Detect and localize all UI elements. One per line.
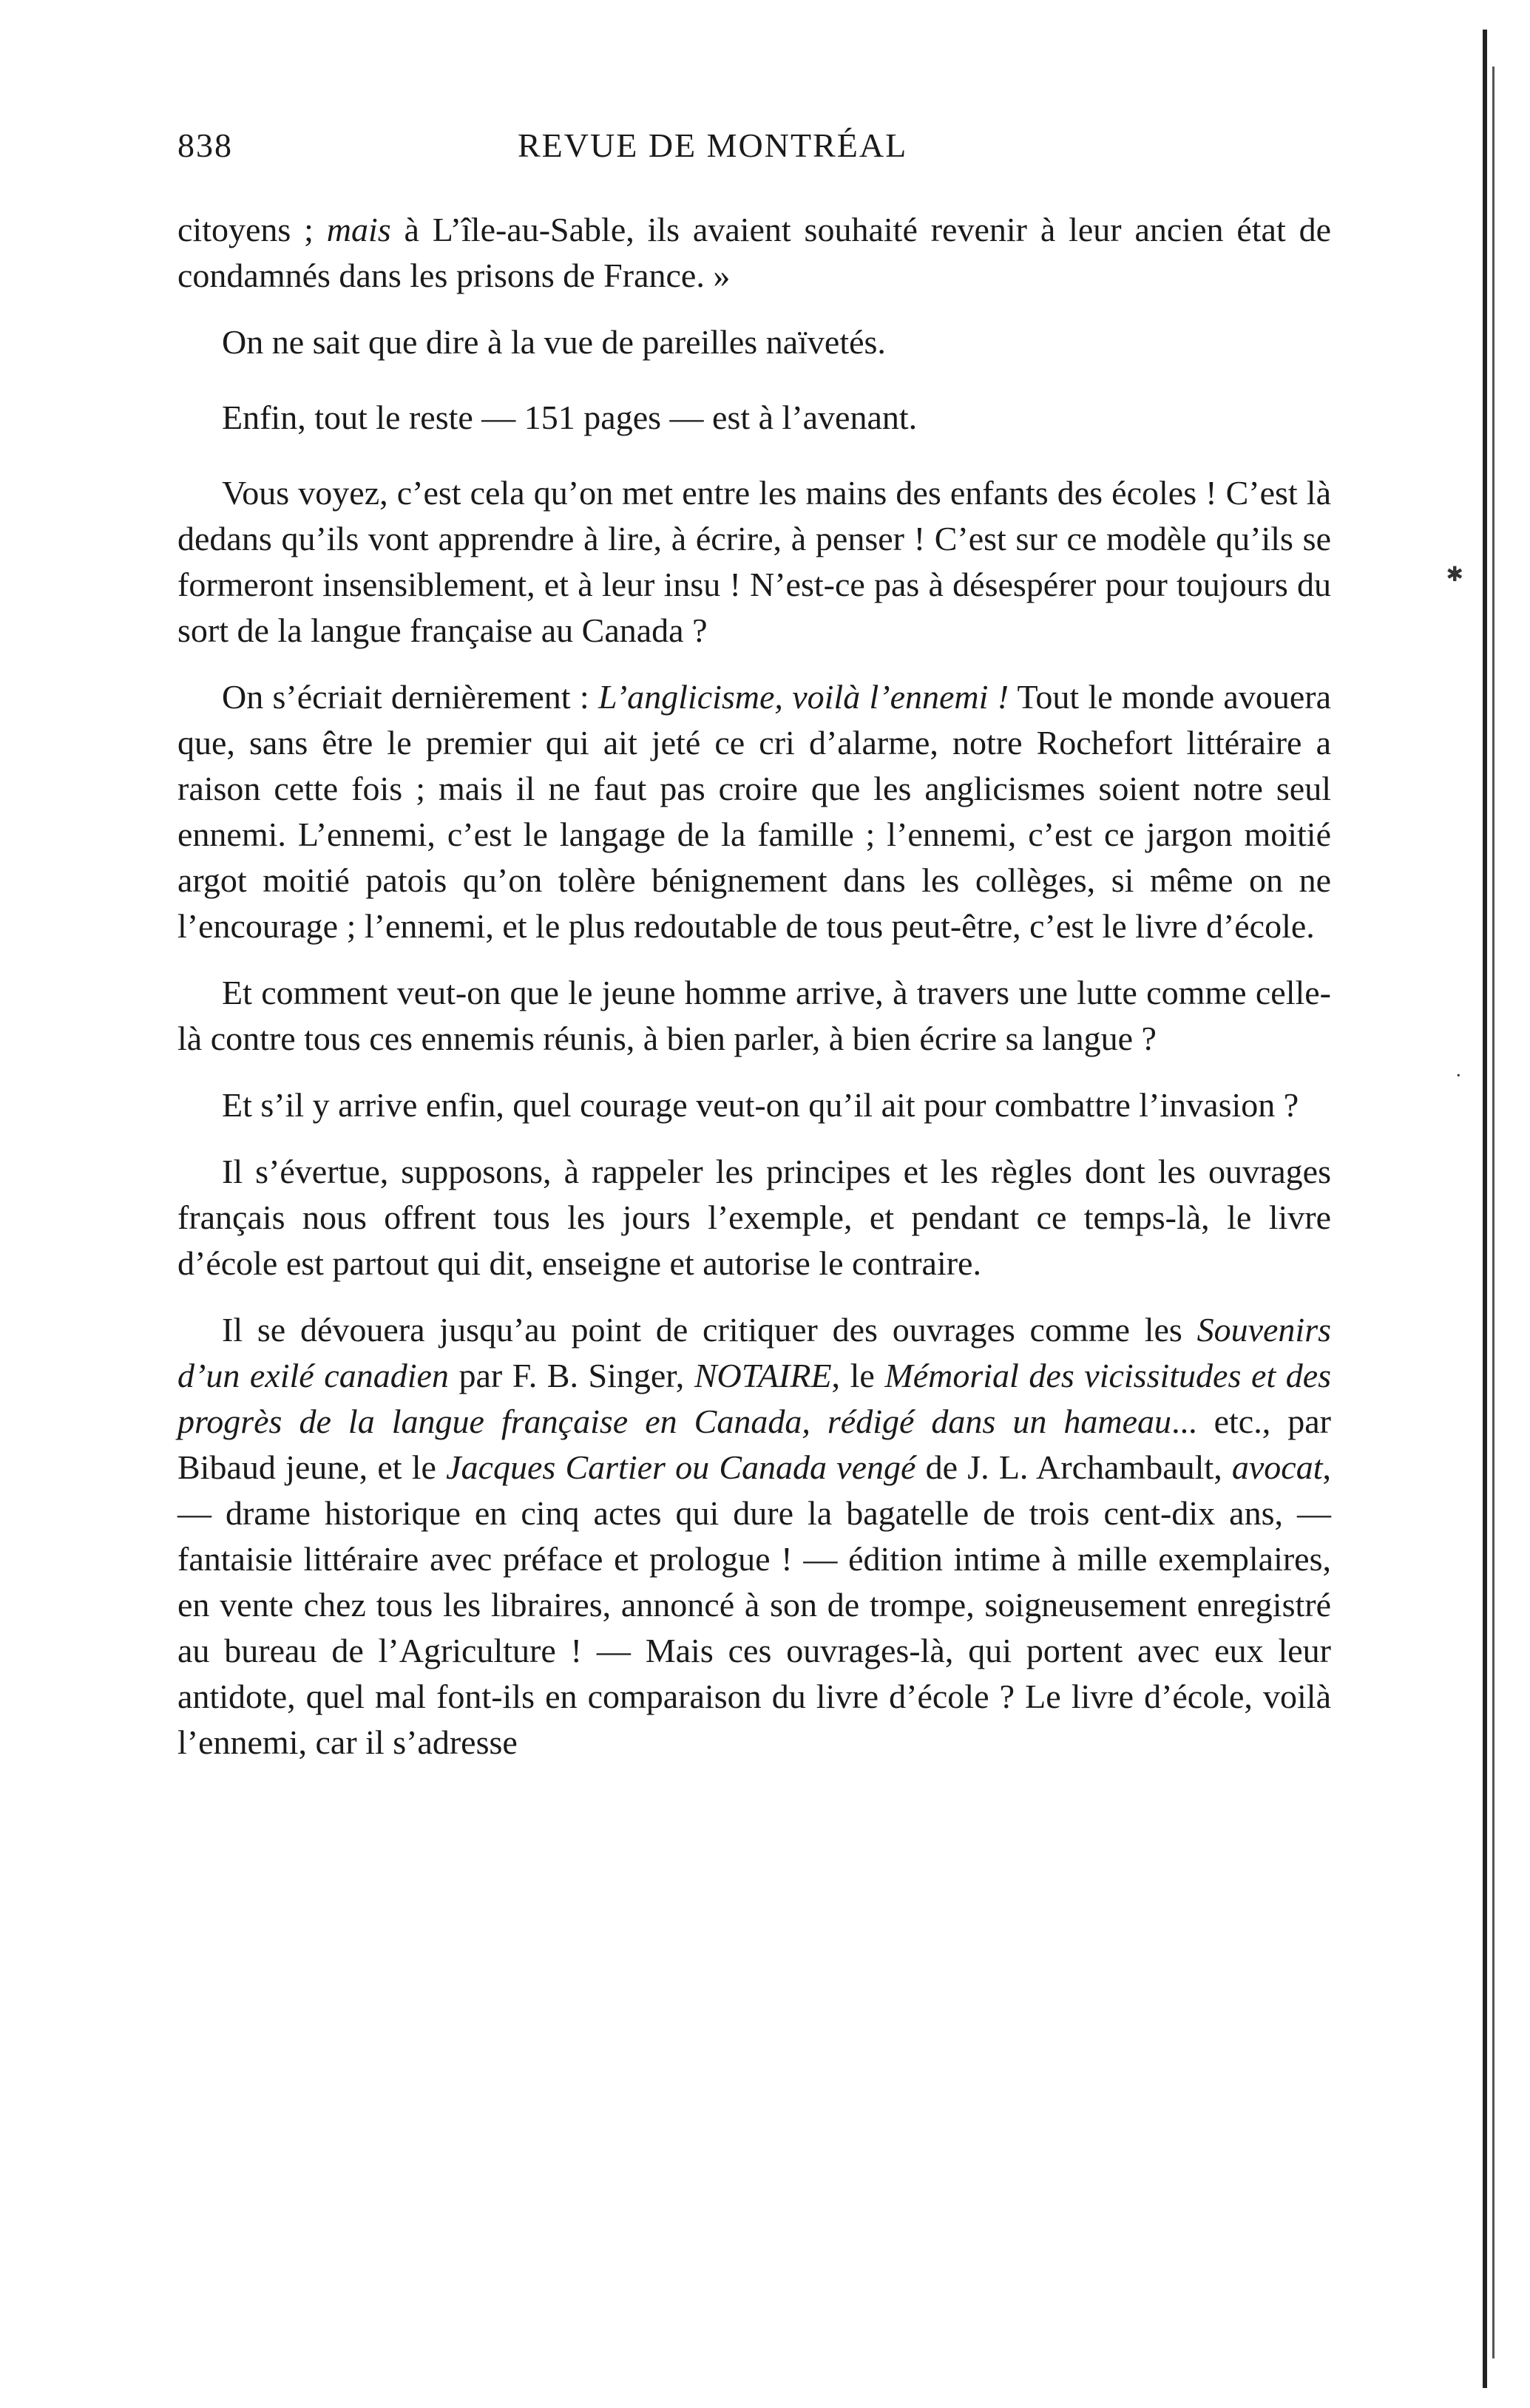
- italic-text: NOTAIRE: [694, 1357, 832, 1394]
- paragraph: [177, 1082, 1331, 1128]
- text-run: , — drame historique en cinq actes qui dure la bagatelle de trois cent-dix ans, — fantaisie littéraire avec préface et prologue ! — édition intime à mille exemplaires, en vente chez tous les libraires, annoncé à son de trompe, soigneusement enregistré au bureau de l’Agriculture ! — Mais ces ouvrages-là, qui portent avec eux leur antidote, quel mal font-ils en comparaison du livre d’école ? Le livre d’école, voilà l’ennemi, car il s’adresse: [177, 1448, 1332, 1761]
- paragraph: [177, 1149, 1331, 1286]
- running-title: REVUE DE MONTRÉAL: [518, 126, 908, 164]
- text-run: de J. L. Archambault,: [915, 1448, 1232, 1486]
- paragraph: [177, 470, 1331, 654]
- italic-text: mais: [326, 211, 391, 248]
- text-run: On ne sait que dire à la vue de pareilles naïvetés.: [222, 323, 886, 361]
- text-run: , le: [831, 1357, 885, 1394]
- text-run: citoyens ;: [177, 211, 327, 248]
- italic-text: L’anglicisme, voilà l’ennemi !: [598, 678, 1009, 716]
- text-run: ... etc., par Bibaud jeune, et le: [177, 1403, 1331, 1486]
- italic-text: Jacques Cartier ou Canada vengé: [446, 1448, 916, 1486]
- text-run: On s’écriait dernièrement :: [222, 678, 598, 716]
- text-run: Il s’évertue, supposons, à rappeler les principes et les règles dont les ouvrages français nous offrent tous les jours l’exemple, et pendant ce temps-là, le livre d’école est partout qui dit, enseigne et autorise le contraire.: [177, 1153, 1331, 1282]
- text-run: Tout le monde avouera que, sans être le premier qui ait jeté ce cri d’alarme, notre Rochefort littéraire a raison cette fois ; mais il ne faut pas croire que les anglicismes soient notre seul ennemi. L’ennemi, c’est le langage de la famille ; l’ennemi, c’est ce jargon moitié argot moitié patois qu’on tolère bénignement dans les collèges, si même on ne l’encourage ; l’ennemi, et le plus redoutable de tous peut-être, c’est le livre d’école.: [177, 678, 1331, 945]
- margin-mark: ·: [1455, 1065, 1462, 1088]
- paragraph: [177, 207, 1331, 299]
- paragraph: [177, 395, 1331, 441]
- body-text: [177, 207, 1331, 1786]
- text-run: Enfin, tout le reste — 151 pages — est à l’avenant.: [222, 398, 918, 436]
- paragraph: [177, 970, 1331, 1062]
- text-run: Et s’il y arrive enfin, quel courage veut-on qu’il ait pour combattre l’invasion ?: [222, 1086, 1299, 1124]
- text-run: Il se dévouera jusqu’au point de critiquer des ouvrages comme les: [222, 1311, 1197, 1349]
- page-number: 838: [177, 126, 233, 164]
- margin-mark: ✱: [1446, 563, 1463, 586]
- italic-text: avocat: [1231, 1448, 1323, 1486]
- italic-text: Souvenirs d’un exilé canadien: [177, 1311, 1331, 1394]
- paragraph: [177, 674, 1331, 949]
- paragraph: [177, 319, 1331, 365]
- binding-edge-inner: [1492, 67, 1495, 2358]
- paragraph: [177, 1307, 1331, 1766]
- text-run: Vous voyez, c’est cela qu’on met entre les mains des enfants des écoles ! C’est là dedans qu’ils vont apprendre à lire, à écrire, à penser ! C’est sur ce modèle qu’ils se formeront insensiblement, et à leur insu ! N’est-ce pas à désespérer pour toujours du sort de la langue française au Canada ?: [177, 474, 1331, 649]
- italic-text: Mémorial des vicissitudes et des progrès de la langue française en Canada, rédigé dans un hameau: [177, 1357, 1332, 1440]
- binding-edge: [1483, 30, 1487, 2388]
- text-run: Et comment veut-on que le jeune homme arrive, à travers une lutte comme celle-là contre tous ces ennemis réunis, à bien parler, à bien écrire sa langue ?: [177, 974, 1331, 1057]
- text-run: par F. B. Singer,: [448, 1357, 694, 1394]
- text-run: à L’île-au-Sable, ils avaient souhaité revenir à leur ancien état de condamnés dans les prisons de France. »: [177, 211, 1331, 294]
- running-head: [177, 126, 1331, 170]
